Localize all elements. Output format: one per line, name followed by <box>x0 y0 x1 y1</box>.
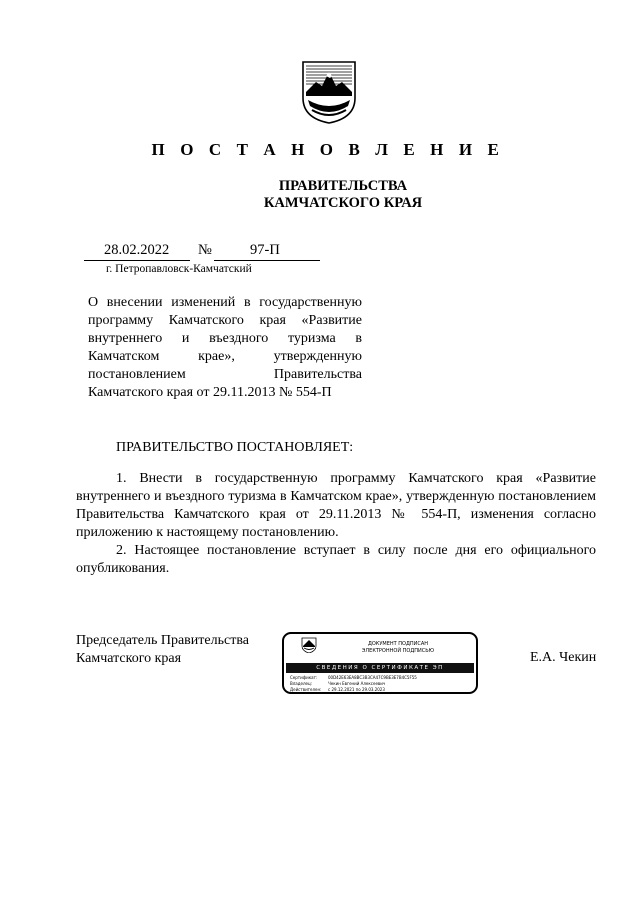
stamp-heading <box>324 641 472 655</box>
stamp-label: Сертификат: <box>290 675 318 680</box>
body-paragraph: 2. Настоящее постановление вступает в силу после дня его официального опубликования. <box>76 543 596 576</box>
signer-name: Е.А. Чекин <box>530 650 597 665</box>
stamp-certificate-bar: СВЕДЕНИЯ О СЕРТИФИКАТЕ ЭП <box>286 663 474 673</box>
date-underline <box>84 260 190 261</box>
signer-title <box>76 632 249 668</box>
subject-line: внутреннего и въездного туризма в <box>88 331 362 346</box>
authority-line: КАМЧАТСКОГО КРАЯ <box>263 195 423 211</box>
document-number: 97-П <box>250 242 280 258</box>
stamp-label: Владелец: <box>290 681 313 686</box>
electronic-signature-stamp <box>282 632 478 694</box>
signer-title-line: Камчатского края <box>76 651 182 666</box>
number-underline <box>214 260 320 261</box>
stamp-heading-line: ДОКУМЕНТ ПОДПИСАН <box>367 641 429 647</box>
body-paragraph: 1. Внести в государственную программу Камчатского края «Развитие внутреннего и въездного туризма в Камчатском крае», утвержденную постановлением Правительства Камчатского края от 29.11.2013 № 554-П, изменения согласно приложению к настоящему постановлению. <box>76 471 596 540</box>
signer-title-line: Председатель Правительства <box>76 633 249 648</box>
issuing-authority <box>0 178 640 212</box>
subject-line: программу Камчатского края «Развитие <box>88 313 362 328</box>
stamp-label: Действителен: <box>290 687 322 692</box>
subject-line: Камчатском крае», утвержденную <box>88 349 362 364</box>
kamchatka-coat-of-arms-icon <box>300 60 358 124</box>
document-body <box>76 470 596 578</box>
resolution-heading: ПРАВИТЕЛЬСТВО ПОСТАНОВЛЯЕТ: <box>116 440 354 455</box>
document-date: 28.02.2022 <box>104 242 170 258</box>
document-subject <box>88 294 362 402</box>
authority-line: ПРАВИТЕЛЬСТВА <box>278 178 408 194</box>
stamp-details <box>290 675 472 693</box>
subject-line: Камчатского края от 29.11.2013 № 554-П <box>88 385 332 400</box>
stamp-value: 00D42E63EA8BC3B3CA47C9BE3E7B4C5F55 <box>328 675 417 680</box>
city: г. Петропавловск-Камчатский <box>106 263 252 275</box>
subject-line: постановлением Правительства <box>88 367 362 382</box>
subject-line: О внесении изменений в государственную <box>88 295 362 310</box>
stamp-row-validity <box>290 687 472 693</box>
kamchatka-coat-of-arms-icon <box>301 637 317 653</box>
number-sign: № <box>198 242 212 258</box>
document-type-title: П О С Т А Н О В Л Е Н И Е <box>151 140 505 159</box>
stamp-heading-line: ЭЛЕКТРОННОЙ ПОДПИСЬЮ <box>361 648 435 654</box>
stamp-value: с 29.12.2021 по 29.03.2023 <box>328 687 385 692</box>
stamp-value: Чекин Евгений Алексеевич <box>328 681 386 686</box>
